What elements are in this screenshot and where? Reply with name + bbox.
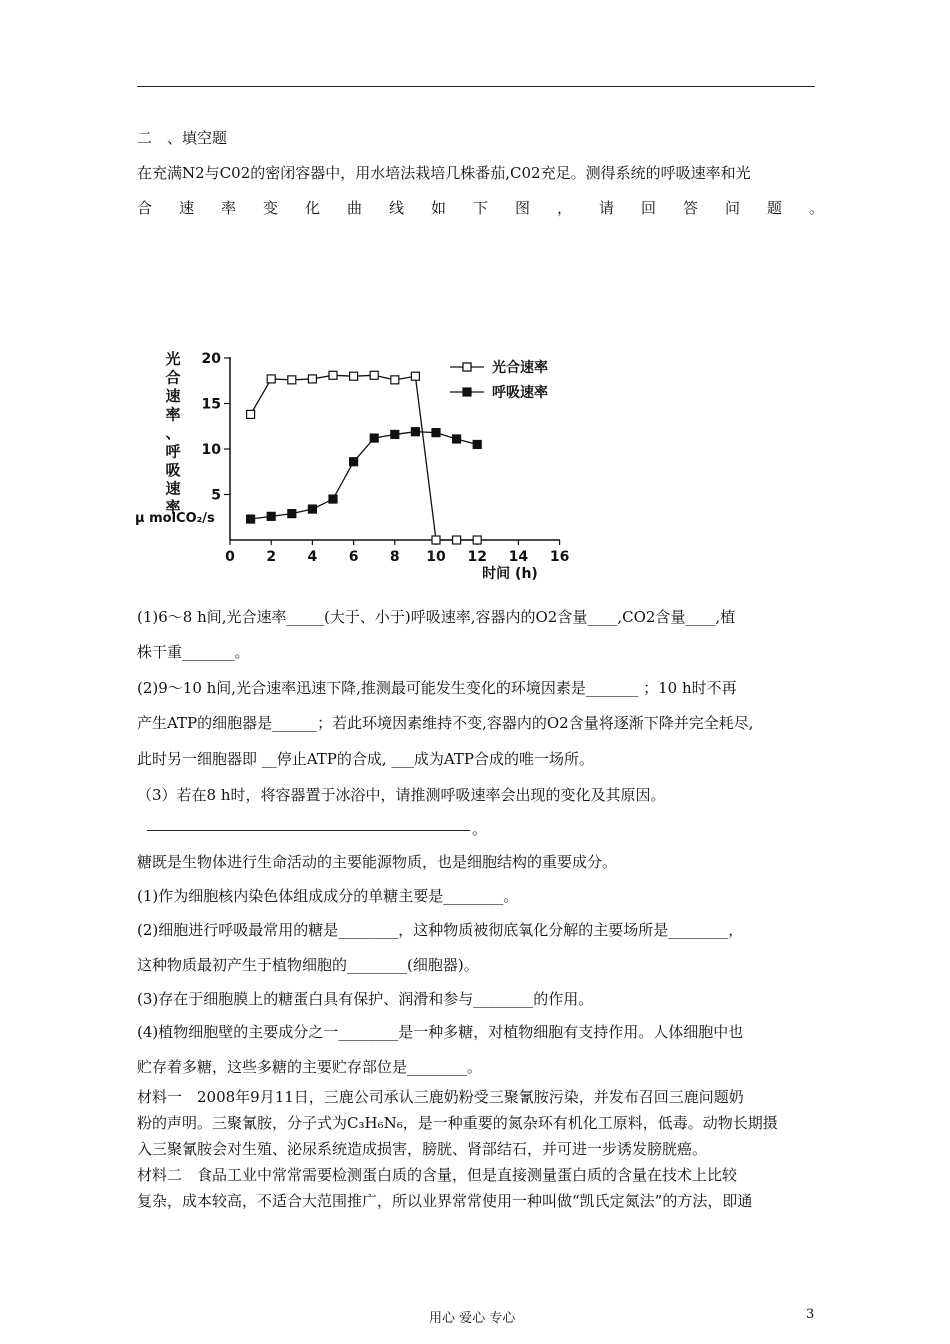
q3-end-mark: 。 [472,820,488,838]
respiration-point [288,510,296,518]
respiration-point [308,505,316,513]
x-tick-label: 10 [426,549,446,565]
y-axis-label-char: 吸 [165,461,181,479]
respiration-point [350,458,358,466]
q3-answer-line [147,830,470,831]
respiration-point [432,429,440,437]
sugar-q3: (3)存在于细胞膜上的糖蛋白具有保护、润滑和参与________的作用。 [137,990,594,1008]
y-axis-label [165,350,181,516]
respiration-point [329,495,337,503]
x-axis-label: 时间 (h) [482,566,538,582]
material-1-line-3: 入三聚氰胺会对生殖、泌尿系统造成损害，膀胱、肾部结石，并可进一步诱发膀胱癌。 [137,1140,708,1158]
x-tick-label: 4 [307,549,318,565]
legend-marker-respiration [463,388,471,396]
x-tick-label: 14 [508,549,529,565]
respiration-point [411,428,419,436]
photosynthesis-point [288,376,296,384]
material-1-line-2: 粉的声明。三聚氰胺，分子式为C₃H₆N₆，是一种重要的氮杂环有机化工原料，低毒。动物长期摄 [137,1114,778,1132]
section-heading: 二 、填空题 [137,129,228,147]
respiration-point [391,430,399,438]
photosynthesis-point [267,375,275,383]
material-2-line-2: 复杂，成本较高，不适合大范围推广，所以业界常常使用一种叫做“凯氏定氮法”的方法，即通 [137,1192,753,1210]
respiration-series-line [251,432,478,519]
photosynthesis-point [453,536,461,544]
photosynthesis-point [247,410,255,418]
legend-label-photosynthesis: 光合速率 [492,360,548,376]
y-axis-label-char: 速 [165,387,181,405]
x-tick-label: 2 [266,549,277,565]
respiration-point [267,512,275,520]
q3-line-1: （3）若在8 h时，将容器置于冰浴中，请推测呼吸速率会出现的变化及其原因。 [137,786,666,804]
q1-line-1: (1)6～8 h间,光合速率_____(大于、小于)呼吸速率,容器内的O2含量____,CO2含量____,植 [137,608,736,626]
y-tick-label: 10 [201,442,221,458]
y-axis-label-char: 合 [165,368,181,387]
chart-legend [450,359,548,401]
y-axis-label-char: 率 [165,405,181,424]
y-axis-label-char: 、 [165,424,181,442]
respiration-point [453,435,461,443]
y-tick-label: 5 [211,487,221,504]
y-tick-label: 15 [201,396,221,413]
intro-line-2: 合速率变化曲线如下图，请回答问题。 [137,199,852,217]
q2-line-2: 产生ATP的细胞器是______；若此环境因素维持不变,容器内的O2含量将逐渐下降并完全耗尽, [137,714,754,732]
footer-motto: 用心 爱心 专心 [429,1311,516,1326]
sugar-q1: (1)作为细胞核内染色体组成成分的单糖主要是________。 [137,887,519,905]
y-axis-label-char: 呼 [165,442,181,461]
respiration-point [370,434,378,442]
x-tick-label: 12 [467,549,487,565]
rate-chart [135,340,585,585]
y-axis-label-char: 光 [165,350,181,368]
legend-label-respiration: 呼吸速率 [492,385,548,401]
legend-marker-photosynthesis-top [463,363,471,371]
photosynthesis-point [391,376,399,384]
x-tick-label: 6 [348,549,359,565]
y-tick-label: 20 [201,351,221,367]
sugar-q4-line-2: 贮存着多糖，这些多糖的主要贮存部位是________。 [137,1058,483,1076]
respiration-point [473,440,481,448]
y-axis-label-char: 率 [165,498,181,516]
photosynthesis-point [350,372,358,380]
intro-line-1: 在充满N2与C02的密闭容器中，用水培法栽培几株番茄,C02充足。测得系统的呼吸速率和光 [137,164,751,182]
x-tick-label: 16 [549,549,570,565]
page-number: 3 [806,1307,815,1322]
q1-line-2: 株干重_______。 [137,643,250,661]
sugar-q4-line-1: (4)植物细胞壁的主要成分之一________是一种多糖，对植物细胞有支持作用。人体细胞中也 [137,1023,744,1041]
y-axis-label-char: 速 [165,479,181,498]
x-tick-label: 0 [225,549,235,565]
photosynthesis-point [329,371,337,379]
photosynthesis-series-line [251,375,478,540]
sugar-q2-line-1: (2)细胞进行呼吸最常用的糖是________，这种物质被彻底氧化分解的主要场所是________， [137,921,744,939]
y-axis-unit: μ molCO₂/s [135,511,215,526]
photosynthesis-point [473,536,481,544]
photosynthesis-point [432,536,440,544]
header-rule [137,86,815,87]
photosynthesis-point [308,375,316,383]
photosynthesis-point [411,372,419,380]
x-tick-label: 8 [389,549,400,565]
material-1-line-1: 材料一 2008年9月11日，三鹿公司承认三鹿奶粉受三聚氰胺污染，并发布召回三鹿问题奶 [137,1088,744,1106]
photosynthesis-point [370,371,378,379]
sugar-q2-line-2: 这种物质最初产生于植物细胞的________(细胞器)。 [137,956,479,974]
q2-line-1: (2)9～10 h间,光合速率迅速下降,推测最可能发生变化的环境因素是_______ ；10 h时不再 [137,679,737,697]
respiration-point [247,515,255,523]
sugar-intro: 糖既是生物体进行生命活动的主要能源物质，也是细胞结构的重要成分。 [137,853,618,871]
q2-line-3: 此时另一细胞器即 __停止ATP的合成, ___成为ATP合成的唯一场所。 [137,750,595,768]
material-2-line-1: 材料二 食品工业中常常需要检测蛋白质的含量，但是直接测量蛋白质的含量在技术上比较 [137,1166,738,1184]
